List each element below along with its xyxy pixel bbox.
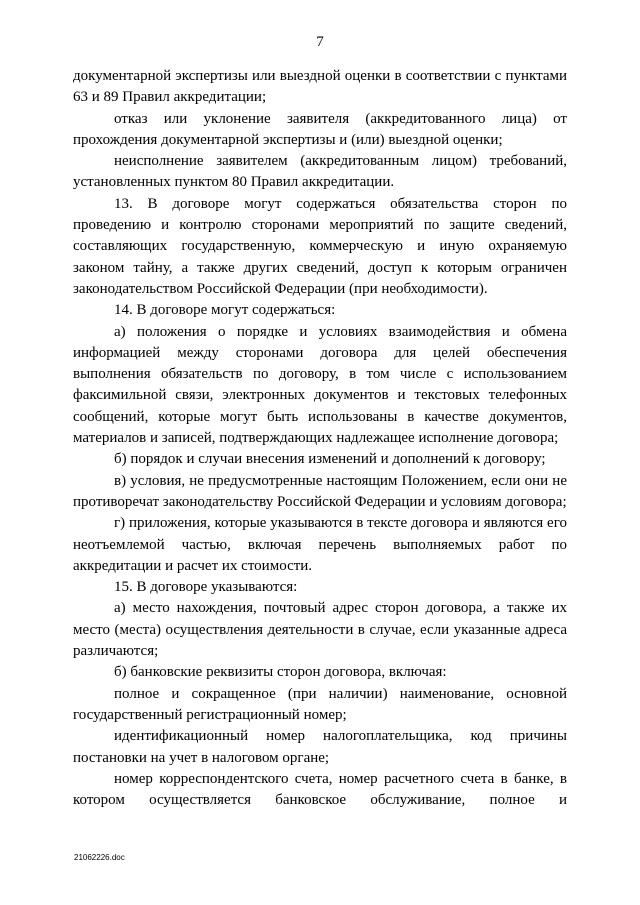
paragraph: 13. В договоре могут содержаться обязательства сторон по проведению и контролю сторонами мероприятий по защите сведений, составляющих государственную, коммерческую и иную охраняемую законом тайну, а также других сведений, доступ к которым ограничен законодательством Российской Федерации (при необходимости).: [73, 195, 567, 297]
paragraph: а) положения о порядке и условиях взаимодействия и обмена информацией между сторонами договора для целей обеспечения выполнения обязательств по договору, в том числе с использованием факсимильной связи, электронных документов и текстовых телефонных сообщений, которые могут быть использованы в качестве документов, материалов и записей, подтверждающих надлежащее исполнение договора;: [73, 323, 567, 447]
paragraph: б) банковские реквизиты сторон договора, включая:: [114, 664, 447, 681]
paragraph: идентификационный номер налогоплательщика, код причины постановки на учет в налоговом органе;: [73, 728, 567, 766]
page-number: 7: [316, 34, 324, 50]
paragraph: в) условия, не предусмотренные настоящим Положением, если они не противоречат законодательству Российской Федерации и условиям договора;: [73, 472, 567, 510]
file-name-footer: 21062226.doc: [74, 853, 125, 862]
paragraph: а) место нахождения, почтовый адрес сторон договора, а также их место (места) осуществления деятельности в случае, если указанные адреса различаются;: [73, 600, 567, 660]
paragraph: неисполнение заявителем (аккредитованным лицом) требований, установленных пунктом 80 Правил аккредитации.: [73, 153, 567, 191]
paragraph: полное и сокращенное (при наличии) наименование, основной государственный регистрационный номер;: [73, 685, 567, 723]
paragraph: отказ или уклонение заявителя (аккредитованного лица) от прохождения документарной экспертизы и (или) выездной оценки;: [73, 110, 567, 148]
document-body: [73, 66, 567, 811]
paragraph: номер корреспондентского счета, номер расчетного счета в банке, в котором осуществляется банковское обслуживание, полное и: [73, 770, 567, 809]
paragraph: 15. В договоре указываются:: [114, 579, 298, 596]
paragraph: документарной экспертизы или выездной оценки в соответствии с пунктами 63 и 89 Правил аккредитации;: [73, 68, 567, 106]
paragraph: г) приложения, которые указываются в тексте договора и являются его неотъемлемой частью, включая перечень выполняемых работ по аккредитации и расчет их стоимости.: [73, 515, 567, 574]
paragraph: 14. В договоре могут содержаться:: [114, 302, 336, 319]
paragraph: б) порядок и случаи внесения изменений и дополнений к договору;: [114, 451, 546, 468]
